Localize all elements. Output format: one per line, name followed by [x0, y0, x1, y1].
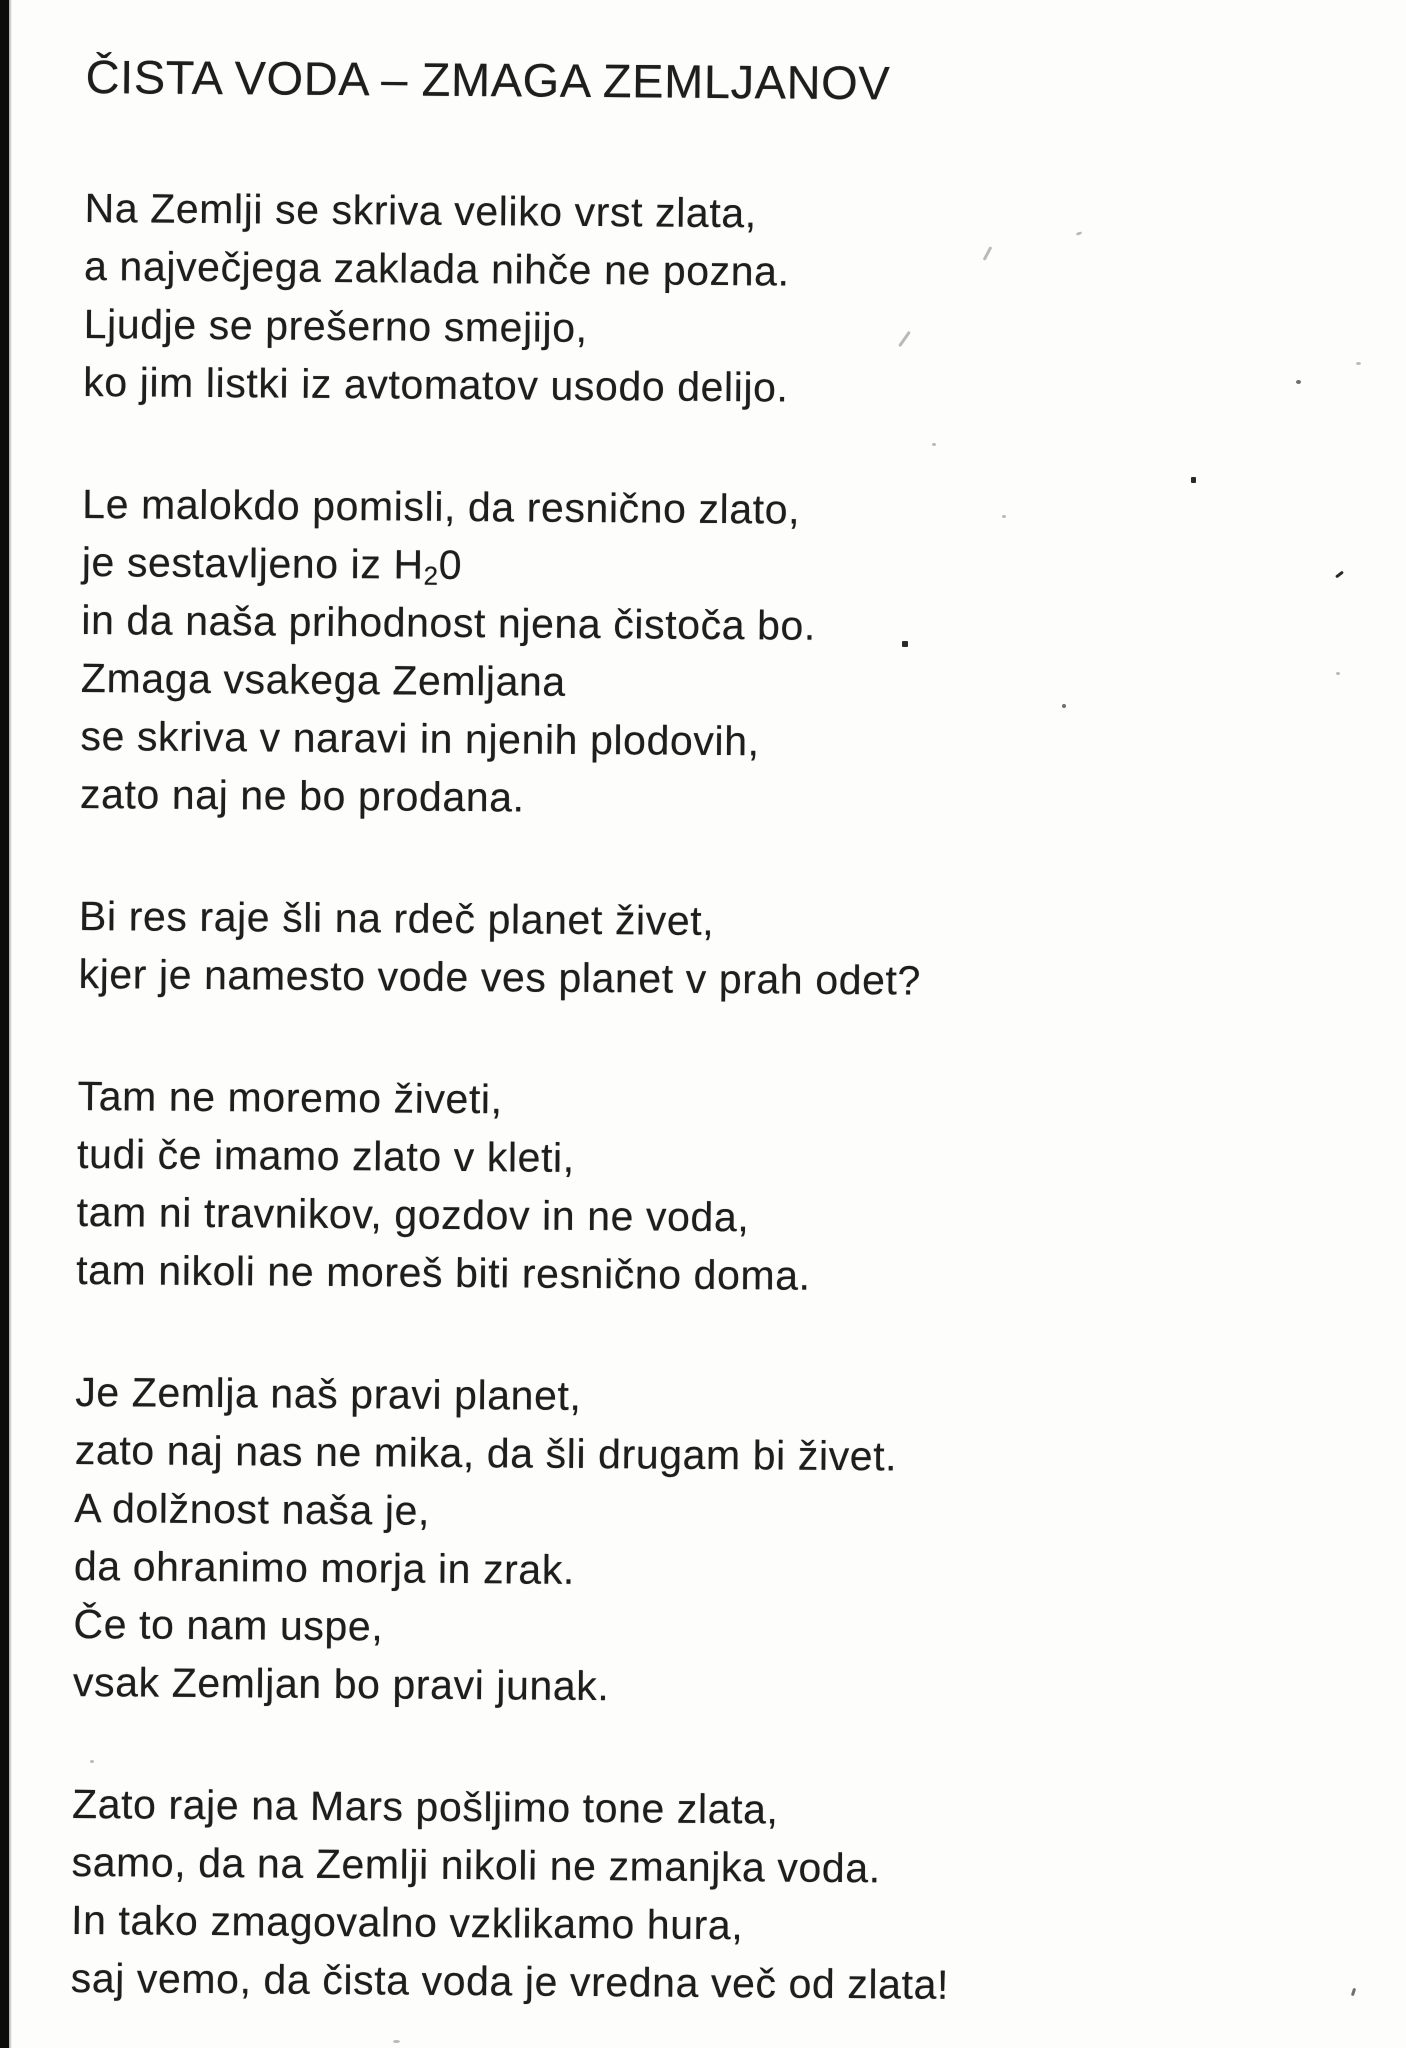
poem-line: Tam ne moremo živeti,: [77, 1072, 503, 1123]
scan-speck: [1002, 515, 1006, 518]
scan-speck: [932, 443, 936, 446]
poem-line: Le malokdo pomisli, da resnično zlato,: [82, 480, 801, 533]
poem-line: se skriva v naravi in njenih plodovih,: [80, 712, 760, 765]
poem-line: a največjega zaklada nihče ne pozna.: [83, 242, 790, 295]
poem-line: Bi res raje šli na rdeč planet živet,: [78, 892, 715, 944]
poem-line: Zmaga vsakega Zemljana: [80, 654, 566, 705]
poem: [70, 30, 1375, 2017]
poem-line: kjer je namesto vode ves planet v prah odet?: [78, 950, 922, 1004]
poem-line: zato naj nas ne mika, da šli drugam bi živet.: [74, 1426, 898, 1480]
poem-line: Če to nam uspe,: [73, 1600, 384, 1650]
poem-line: zato naj ne bo prodana.: [79, 770, 525, 821]
scan-speck: [902, 641, 908, 647]
stanza-5: [73, 1363, 1366, 1721]
scan-speck: [393, 2040, 400, 2043]
poem-line: Na Zemlji se skriva veliko vrst zlata,: [84, 184, 757, 237]
poem-line: da ohranimo morja in zrak.: [73, 1542, 576, 1593]
poem-line: saj vemo, da čista voda je vredna več od zlata!: [70, 1954, 950, 2008]
poem-line: ko jim listki iz avtomatov usodo delijo.: [83, 358, 789, 411]
scan-speck: [1356, 362, 1361, 365]
poem-title: ČISTA VODA – ZMAGA ZEMLJANOV: [85, 49, 891, 110]
poem-line: in da naša prihodnost njena čistoča bo.: [81, 596, 817, 649]
poem-line: Ljudje se prešerno smejijo,: [83, 300, 588, 351]
scan-speck: [1062, 704, 1066, 708]
h2o-subscript: 2: [423, 560, 439, 591]
poem-line: Je Zemlja naš pravi planet,: [75, 1368, 582, 1419]
poem-line: A dolžnost naša je,: [74, 1484, 431, 1534]
poem-line: tam ni travnikov, gozdov in ne voda,: [76, 1188, 750, 1241]
h2o-post: 0: [438, 541, 463, 588]
poem-line: tudi če imamo zlato v kleti,: [76, 1130, 575, 1181]
poem-line: samo, da na Zemlji nikoli ne zmanjka voda.: [71, 1838, 881, 1892]
poem-line: vsak Zemljan bo pravi junak.: [72, 1658, 610, 1710]
h2o-pre: je sestavljeno iz H: [81, 538, 424, 588]
scan-speck: [90, 1760, 94, 1763]
stanza-1: [83, 179, 1375, 421]
scan-speck: [1296, 380, 1301, 384]
stanza-6: [70, 1775, 1362, 2017]
poem-line: tam nikoli ne moreš biti resnično doma.: [76, 1246, 811, 1299]
stanza-3: [78, 887, 1369, 1013]
scan-speck: [1191, 477, 1196, 483]
stanza-4: [76, 1067, 1368, 1309]
poem-line: Zato raje na Mars pošljimo tone zlata,: [71, 1780, 779, 1833]
scan-edge-strip: [0, 0, 9, 2048]
scan-speck: [1336, 672, 1340, 675]
poem-line: In tako zmagovalno vzklikamo hura,: [70, 1896, 744, 1949]
poem-line-h2o: [82, 533, 1372, 601]
stanza-2: [80, 475, 1373, 833]
